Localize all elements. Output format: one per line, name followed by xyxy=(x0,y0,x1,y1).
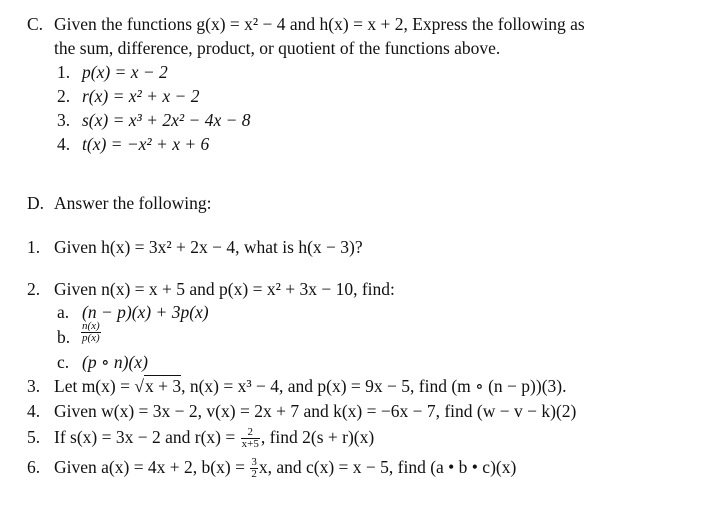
section-c-instruction-line1: Given the functions g(x) = x² − 4 and h(x) = x + 2, Express the following as xyxy=(54,14,585,34)
question-text: Given h(x) = 3x² + 2x − 4, what is h(x − 3)? xyxy=(54,237,363,257)
question-text xyxy=(54,456,516,480)
c-item-expression: r(x) = x² + x − 2 xyxy=(82,86,200,106)
question-text-post: , n(x) = x³ − 4, and p(x) = 9x − 5, find (m ∘ (n − p))(3). xyxy=(181,376,567,396)
subquestion-fraction xyxy=(80,320,102,344)
section-c-label: C. xyxy=(27,14,44,34)
question-text: Given w(x) = 3x − 2, v(x) = 2x + 7 and k(x) = −6x − 7, find (w − v − k)(2) xyxy=(54,401,577,421)
question-number: 3. xyxy=(27,376,41,396)
c-item-expression: p(x) = x − 2 xyxy=(82,62,168,82)
c-item-expression: s(x) = x³ + 2x² − 4x − 8 xyxy=(82,110,251,130)
c-item-number: 1. xyxy=(57,62,71,82)
c-item-number: 2. xyxy=(57,86,71,106)
c-item-number: 3. xyxy=(57,110,71,130)
subquestion-letter: b. xyxy=(57,327,71,347)
fraction-denominator: 2 xyxy=(251,468,257,481)
fraction-numerator: 3 xyxy=(251,456,257,469)
question-text-pre: Let m(x) = xyxy=(54,376,135,396)
subquestion-letter: a. xyxy=(57,302,70,322)
section-c-instruction-line2: the sum, difference, product, or quotient of the functions above. xyxy=(54,38,501,58)
question-number: 6. xyxy=(27,457,41,477)
question-text: Given n(x) = x + 5 and p(x) = x² + 3x − 10, find: xyxy=(54,279,395,299)
subquestion-letter: c. xyxy=(57,352,70,372)
question-number: 5. xyxy=(27,427,41,447)
question-number: 2. xyxy=(27,279,41,299)
c-item-number: 4. xyxy=(57,134,71,154)
question-text-pre: Given a(x) = 4x + 2, b(x) = xyxy=(54,457,250,477)
fraction-denominator: x+5 xyxy=(241,438,259,451)
fraction-numerator: n(x) xyxy=(82,320,100,333)
question-number: 1. xyxy=(27,237,41,257)
question-text-post: x, and c(x) = x − 5, find (a • b • c)(x) xyxy=(258,457,517,477)
question-text: Let m(x) = √x + 3, n(x) = x³ − 4, and p(x) = 9x − 5, find (m ∘ (n − p))(3). xyxy=(54,376,567,396)
question-text-pre: If s(x) = 3x − 2 and r(x) = xyxy=(54,427,240,447)
fraction-denominator: p(x) xyxy=(82,332,100,345)
c-item-expression: t(x) = −x² + x + 6 xyxy=(82,134,210,154)
subquestion-text: (p ∘ n)(x) xyxy=(82,352,148,372)
question-text-post: , find 2(s + r)(x) xyxy=(260,427,375,447)
section-d-heading: Answer the following: xyxy=(54,193,212,213)
section-d-label: D. xyxy=(27,193,45,213)
question-text xyxy=(54,426,374,450)
fraction-numerator: 2 xyxy=(241,427,260,439)
square-root-radicand: x + 3 xyxy=(144,376,182,396)
question-number: 4. xyxy=(27,401,41,421)
subquestion-text: (n − p)(x) + 3p(x) xyxy=(82,302,209,322)
